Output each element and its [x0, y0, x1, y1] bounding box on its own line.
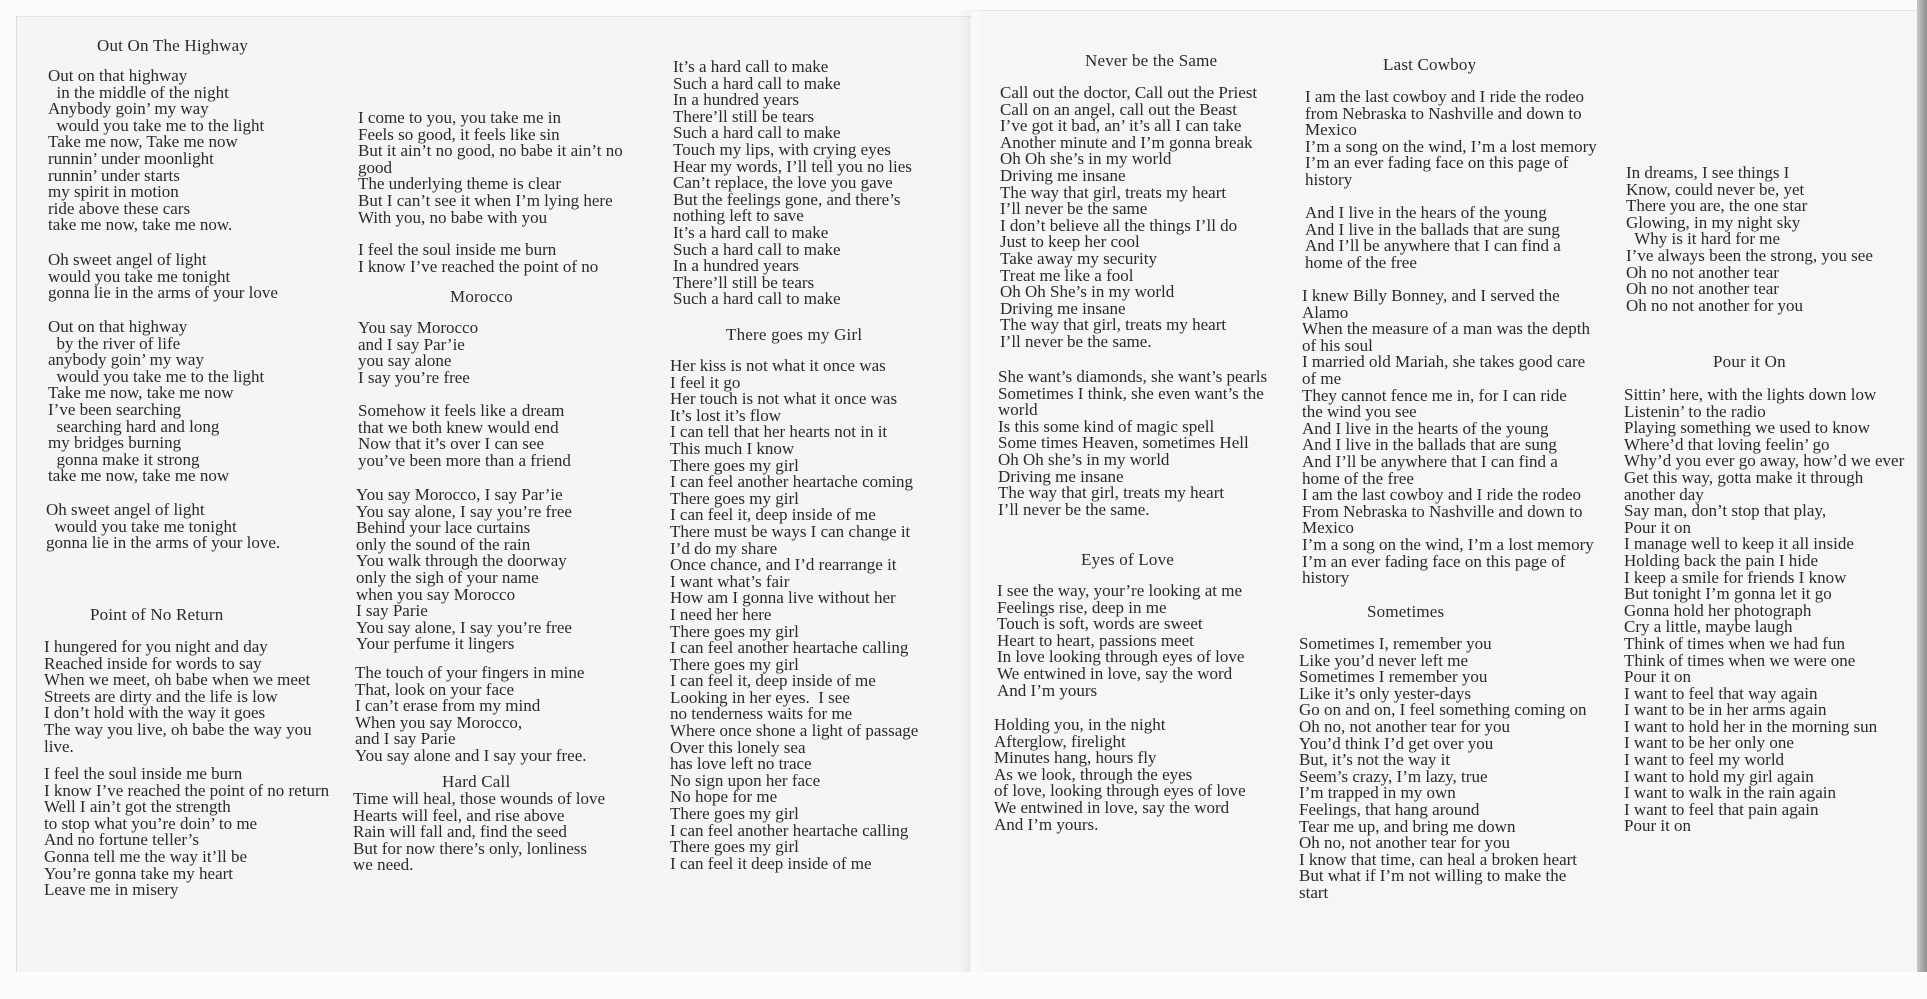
lyric-line: I’ve always been the strong, you see — [1626, 245, 1873, 265]
song-title-pour-it-on: Pour it On — [1713, 352, 1786, 371]
lyric-line: good — [358, 157, 392, 177]
lyric-line: But for now there’s only, lonliness — [353, 838, 588, 858]
lyric-line: Oh no not another for you — [1626, 295, 1804, 315]
lyric-line: I’ll never be the same. — [998, 499, 1150, 519]
lyric-line: history — [1302, 568, 1350, 588]
lyric-line: This much I know — [670, 438, 795, 458]
lyric-line: Know, could never be, yet — [1626, 179, 1805, 199]
lyric-line: It’s lost it’s flow — [670, 405, 781, 425]
lyric-line: And I’m yours — [997, 680, 1098, 700]
lyric-line: Where’d that loving feelin’ go — [1624, 434, 1830, 454]
lyric-line: There’ll still be tears — [673, 272, 815, 292]
lyric-line: I knew Billy Bonney, and I served the — [1302, 286, 1560, 305]
lyric-line: I know that time, can heal a broken heart — [1299, 849, 1578, 869]
stanza — [673, 59, 912, 308]
lyric-line: I want what’s fair — [670, 571, 790, 591]
song-title-last-cowboy: Last Cowboy — [1383, 55, 1477, 74]
stanza — [353, 791, 605, 874]
lyric-line: Go on and on, I feel something coming on — [1299, 700, 1587, 720]
lyric-line: Feels so good, it feels like sin — [358, 124, 560, 144]
lyric-line: You walk through the doorway — [356, 551, 567, 571]
lyric-line: There goes my girl — [670, 488, 799, 508]
lyric-line: that we both knew would end — [358, 417, 559, 437]
lyric-line: There goes my girl — [670, 455, 799, 475]
lyric-line: would you take me tonight — [46, 516, 237, 536]
lyric-line: Where once shone a light of passage — [670, 721, 919, 741]
stanza — [356, 487, 572, 653]
lyric-line: Listenin’ to the radio — [1624, 401, 1766, 421]
lyric-line: And I live in the ballads that are sung — [1305, 219, 1560, 239]
lyric-line: From Nebraska to Nashville and down to — [1302, 501, 1583, 521]
song-title-never-be-the-same: Never be the Same — [1085, 51, 1218, 70]
lyric-line: I feel the soul inside me burn — [44, 764, 243, 783]
lyric-line: Why’d you ever go away, how’d we ever — [1624, 451, 1905, 471]
lyric-line: has love left no trace — [670, 754, 812, 774]
lyric-line: No sign upon her face — [670, 770, 821, 790]
lyric-line: Glowing, in my night sky — [1626, 212, 1801, 232]
lyric-line: Sometimes I think, she even want’s the — [998, 383, 1264, 403]
lyric-line: The touch of your fingers in mine — [355, 663, 585, 682]
lyric-line: Just to keep her cool — [1000, 232, 1140, 252]
lyric-line: Oh no not another tear — [1626, 279, 1779, 299]
lyric-line: Holding you, in the night — [994, 715, 1166, 734]
lyric-line: That, look on your face — [355, 679, 515, 699]
lyric-line: I married old Mariah, she takes good care — [1302, 352, 1586, 372]
stanza — [358, 403, 571, 469]
song-title-eyes-of-love: Eyes of Love — [1081, 550, 1175, 569]
song-title-hard-call: Hard Call — [442, 772, 511, 791]
lyric-line: I can feel it deep inside of me — [670, 853, 872, 873]
lyric-line: Oh sweet angel of light — [46, 500, 205, 519]
lyric-line: Gonna hold her photograph — [1624, 600, 1812, 620]
lyric-line: And I’ll be anywhere that I can find a — [1302, 451, 1558, 471]
lyric-line: to stop what you’re doin’ to me — [44, 813, 258, 833]
lyric-line: You say Morocco — [358, 318, 479, 337]
lyric-line: Driving me insane — [1000, 298, 1126, 318]
lyric-line: Think of times when we had fun — [1624, 633, 1845, 653]
lyric-line: With you, no babe with you — [358, 207, 548, 227]
lyric-line: It’s a hard call to make — [673, 57, 829, 76]
lyric-line: anybody goin’ my way — [48, 350, 204, 370]
lyric-line: There’ll still be tears — [673, 106, 815, 126]
lyric-line: When you say Morocco, — [355, 712, 523, 732]
stanza — [46, 502, 280, 552]
scan-bottom-margin — [0, 972, 1927, 999]
lyric-line: start — [1299, 882, 1329, 902]
stanza — [1299, 636, 1587, 902]
lyric-line: I can feel another heartache calling — [670, 820, 909, 840]
lyric-line: in the middle of the night — [48, 82, 229, 102]
lyric-line: Playing something we used to know — [1624, 418, 1871, 438]
lyric-line: by the river of life — [48, 333, 181, 353]
lyric-line: There goes my girl — [670, 837, 799, 857]
lyric-line: Out on that highway — [48, 317, 188, 336]
lyric-line: You say alone, I say you’re free — [356, 501, 572, 521]
lyric-line: I need her here — [670, 604, 772, 624]
lyric-line: Gonna tell me the way it’ll be — [44, 846, 247, 866]
song-title-sometimes: Sometimes — [1367, 602, 1445, 621]
lyric-line: But what if I’m not willing to make the — [1299, 866, 1567, 886]
song-title-there-goes-my-girl: There goes my Girl — [726, 325, 863, 344]
lyric-line: Feelings rise, deep in me — [997, 597, 1167, 617]
lyric-line: Treat me like a fool — [1000, 265, 1134, 285]
lyric-line: Think of times when we were one — [1624, 650, 1856, 670]
lyric-line: Say man, don’t stop that play, — [1624, 501, 1827, 521]
lyric-line: Oh no, not another tear for you — [1299, 833, 1511, 853]
lyric-line: Rain will fall and, find the seed — [353, 822, 567, 842]
lyric-line: Afterglow, firelight — [994, 731, 1126, 751]
lyric-line: Your perfume it lingers — [356, 634, 515, 654]
lyric-line: live. — [44, 736, 74, 756]
lyric-line: Some times Heaven, sometimes Hell — [998, 433, 1249, 453]
lyric-line: I’m a song on the wind, I’m a lost memory — [1302, 534, 1594, 554]
lyric-line: I don’t hold with the way it goes — [44, 703, 266, 723]
lyric-line: world — [998, 400, 1038, 420]
lyric-line: and I say Parie — [355, 729, 456, 749]
lyric-line: Feelings, that hang around — [1299, 799, 1480, 819]
lyric-line: I keep a smile for friends I know — [1624, 567, 1847, 587]
lyric-line: There goes my girl — [670, 621, 799, 641]
lyric-line: Over this lonely sea — [670, 737, 806, 757]
lyric-line: But I can’t see it when I’m lying here — [358, 190, 613, 210]
stanza — [358, 110, 623, 226]
lyric-line: Out on that highway — [48, 66, 188, 85]
lyric-line: only the sound of the rain — [356, 534, 531, 554]
lyric-line: There goes my girl — [670, 804, 799, 824]
lyric-line: Alamo — [1302, 302, 1349, 322]
lyric-line: Hear my words, I’ll tell you no lies — [673, 156, 912, 176]
lyric-line: Once chance, and I’d rearrange it — [670, 555, 897, 575]
lyric-line: we need. — [353, 855, 414, 875]
stanza — [48, 252, 278, 302]
lyric-line: take me now, take me now — [48, 466, 230, 486]
lyric-line: She want’s diamonds, she want’s pearls — [998, 367, 1268, 386]
stanza — [1305, 205, 1561, 271]
lyric-line: Take me now, take me now — [48, 383, 234, 403]
lyric-line: We entwined in love, say the word — [994, 797, 1230, 817]
lyric-line: I manage well to keep it all inside — [1624, 534, 1854, 554]
stanza — [358, 242, 598, 275]
song-title-morocco: Morocco — [450, 287, 513, 306]
stanza — [48, 68, 264, 234]
lyric-line: There you are, the one star — [1626, 196, 1808, 216]
lyric-line: And no fortune teller’s — [44, 830, 200, 850]
lyric-line: I’m an ever fading face on this page of — [1305, 153, 1569, 173]
lyric-line: I say Parie — [356, 601, 428, 621]
lyric-line: Reached inside for words to say — [44, 653, 262, 673]
lyric-line: I know I’ve reached the point of no — [358, 256, 599, 276]
lyric-line: home of the free — [1302, 468, 1414, 488]
lyric-line: Oh Oh She’s in my world — [1000, 282, 1175, 302]
lyric-line: Another minute and I’m gonna break — [1000, 132, 1253, 152]
lyric-line: Well I ain’t got the strength — [44, 797, 231, 817]
lyric-line: I want to be her only one — [1624, 733, 1794, 753]
lyric-line: When the measure of a man was the depth — [1302, 319, 1590, 339]
lyric-line: Mexico — [1305, 120, 1357, 140]
lyric-line: There goes my girl — [670, 654, 799, 674]
lyric-line: Cry a little, maybe laugh — [1624, 617, 1793, 637]
lyric-line: And I live in the ballads that are sung — [1302, 435, 1557, 455]
lyric-line: Now that it’s over I can see — [358, 434, 544, 454]
lyric-line: Such a hard call to make — [673, 123, 841, 143]
lyric-line: And I’ll be anywhere that I can find a — [1305, 236, 1561, 256]
lyric-line: and I say Par’ie — [358, 334, 465, 354]
lyric-line: Take me now, Take me now — [48, 132, 238, 152]
lyric-line: I hungered for you night and day — [44, 637, 268, 656]
lyric-line: They cannot fence me in, for I can ride — [1302, 385, 1567, 405]
stanza — [358, 320, 478, 386]
lyric-line: Touch my lips, with crying eyes — [673, 139, 891, 159]
lyric-line: The way you live, oh babe the way you — [44, 719, 312, 739]
lyric-line: I see the way, your’re looking at me — [997, 581, 1242, 600]
lyric-line: home of the free — [1305, 252, 1417, 272]
lyric-line: I am the last cowboy and I ride the rodeo — [1305, 87, 1584, 106]
lyric-line: Oh no, not another tear for you — [1299, 716, 1511, 736]
lyric-line: history — [1305, 169, 1353, 189]
lyric-line: searching hard and long — [48, 416, 220, 436]
lyric-line: You’d think I’d get over you — [1299, 733, 1494, 753]
lyric-line: Why is it hard for me — [1626, 229, 1781, 249]
lyric-line: would you take me tonight — [48, 266, 231, 286]
lyric-line: Driving me insane — [1000, 165, 1126, 185]
lyric-line: We entwined in love, say the word — [997, 663, 1233, 683]
lyric-line: I want to be in her arms again — [1624, 700, 1827, 720]
lyric-line: Driving me insane — [998, 466, 1124, 486]
lyric-line: Such a hard call to make — [673, 73, 841, 93]
stanza — [355, 665, 587, 765]
lyric-line: runnin’ under starts — [48, 165, 180, 185]
lyric-line: take me now, take me now. — [48, 215, 233, 235]
lyric-line: Oh no not another tear — [1626, 262, 1779, 282]
lyric-line: It’s a hard call to make — [673, 222, 829, 242]
lyric-line: I come to you, you take me in — [358, 108, 562, 127]
lyric-line: You say alone, I say you’re free — [356, 617, 572, 637]
lyric-line: gonna make it strong — [48, 449, 200, 469]
lyric-line: Time will heal, those wounds of love — [353, 789, 605, 808]
lyric-line: In a hundred years — [673, 90, 800, 110]
lyric-line: Somehow it feels like a dream — [358, 401, 565, 420]
lyric-line: from Nebraska to Nashville and down to — [1305, 103, 1582, 123]
lyric-line: I want to hold my girl again — [1624, 766, 1814, 786]
song-title-out-on-the-highway: Out On The Highway — [97, 36, 249, 55]
lyric-line: There must be ways I can change it — [670, 521, 911, 541]
lyric-line: But tonight I’m gonna let it go — [1624, 584, 1832, 604]
lyric-line: As we look, through the eyes — [994, 764, 1193, 784]
lyric-line: my spirit in motion — [48, 182, 179, 202]
stanza — [998, 369, 1267, 518]
lyric-line: I want to feel that pain again — [1624, 799, 1819, 819]
lyric-line: gonna lie in the arms of your love — [48, 283, 278, 303]
lyric-line: Like it’s only yester-days — [1299, 683, 1471, 703]
lyric-line: Pour it on — [1624, 816, 1692, 836]
lyric-line: only the sigh of your name — [356, 567, 539, 587]
lyric-line: Holding back the pain I hide — [1624, 550, 1819, 570]
lyric-line: no tenderness waits for me — [670, 704, 853, 724]
lyric-line: Minutes hang, hours fly — [994, 748, 1157, 768]
stanza — [44, 766, 329, 899]
lyric-line: Sometimes I, remember you — [1299, 634, 1492, 653]
lyric-line: And I live in the hears of the young — [1305, 203, 1547, 222]
lyric-line: I am the last cowboy and I ride the rodeo — [1302, 485, 1581, 505]
lyric-line: my bridges burning — [48, 433, 182, 453]
lyric-line: I can tell that her hearts not in it — [670, 422, 888, 442]
lyric-line: Streets are dirty and the life is low — [44, 686, 278, 706]
lyric-line: I’m an ever fading face on this page of — [1302, 551, 1566, 571]
lyric-line: But the feelings gone, and there’s — [673, 189, 901, 209]
lyric-line: the wind you see — [1302, 402, 1417, 422]
lyric-line: How am I gonna live without her — [670, 588, 896, 608]
lyric-line: Pour it on — [1624, 667, 1692, 687]
lyric-line: I can feel another heartache coming — [670, 472, 914, 492]
lyric-line: You say Morocco, I say Par’ie — [356, 485, 563, 504]
lyric-line: The underlying theme is clear — [358, 174, 561, 194]
lyric-line: No hope for me — [670, 787, 778, 807]
stanza — [1624, 387, 1904, 835]
lyric-line: In love looking through eyes of love — [997, 647, 1245, 667]
stanza — [1000, 85, 1257, 351]
lyric-line: I’m a song on the wind, I’m a lost memory — [1305, 136, 1597, 156]
lyric-line: you say alone — [358, 351, 452, 371]
lyric-line: Tear me up, and bring me down — [1299, 816, 1516, 836]
lyric-line: Looking in her eyes. I see — [670, 687, 850, 707]
lyric-line: Such a hard call to make — [673, 239, 841, 259]
lyric-line: I’ll never be the same. — [1000, 331, 1152, 351]
lyric-line: But it ain’t no good, no babe it ain’t no — [358, 141, 623, 161]
stanza — [1302, 288, 1594, 587]
lyric-line: I want to hold her in the morning sun — [1624, 716, 1878, 736]
lyric-line: Her kiss is not what it once was — [670, 356, 886, 375]
stanza — [670, 358, 918, 872]
lyric-line: would you take me to the light — [48, 366, 265, 386]
lyric-line: would you take me to the light — [48, 115, 265, 135]
lyric-line: When we meet, oh babe when we meet — [44, 670, 311, 690]
lyric-line: Oh sweet angel of light — [48, 250, 207, 269]
lyric-line: I’ll never be the same — [1000, 199, 1148, 219]
lyric-line: Oh Oh she’s in my world — [998, 449, 1170, 469]
lyric-line: The way that girl, treats my heart — [1000, 315, 1227, 335]
lyric-line: I’d do my share — [670, 538, 778, 558]
lyric-line: Touch is soft, words are sweet — [997, 614, 1203, 634]
lyric-line: In dreams, I see things I — [1626, 163, 1790, 182]
lyric-line: Take away my security — [1000, 248, 1157, 268]
lyric-line: And I live in the hearts of the young — [1302, 418, 1549, 438]
lyric-line: Hearts will feel, and rise above — [353, 805, 565, 825]
stanza — [48, 319, 264, 485]
lyric-line: I feel it go — [670, 372, 741, 392]
lyric-line: of love, looking through eyes of love — [994, 781, 1246, 801]
lyric-line: I can feel another heartache calling — [670, 638, 909, 658]
lyric-line: Oh Oh she’s in my world — [1000, 149, 1172, 169]
lyric-line: I’m trapped in my own — [1299, 783, 1456, 803]
lyric-line: I feel the soul inside me burn — [358, 240, 557, 259]
stanza — [994, 717, 1246, 833]
lyric-line: of me — [1302, 368, 1342, 388]
lyric-line: Anybody goin’ my way — [48, 99, 209, 119]
lyric-line: I want to feel that way again — [1624, 683, 1818, 703]
lyric-line: Such a hard call to make — [673, 289, 841, 309]
lyric-line: ride above these cars — [48, 198, 191, 218]
lyric-line: But, it’s not the way it — [1299, 750, 1451, 770]
lyric-line: I want to feel my world — [1624, 750, 1785, 770]
lyric-line: Is this some kind of magic spell — [998, 416, 1215, 436]
lyric-line: The way that girl, treats my heart — [998, 483, 1225, 503]
lyric-line: Her touch is not what it once was — [670, 389, 898, 409]
lyric-line: I’ve got it bad, an’ it’s all I can take — [1000, 116, 1242, 136]
lyric-line: Pour it on — [1624, 517, 1692, 537]
lyric-line: I can feel it, deep inside of me — [670, 505, 876, 525]
song-title-point-of-no-return: Point of No Return — [90, 605, 224, 624]
lyric-line: Call out the doctor, Call out the Priest — [1000, 83, 1258, 102]
stanza — [44, 639, 312, 755]
lyric-line: runnin’ under moonlight — [48, 148, 214, 168]
lyric-line: You’re gonna take my heart — [44, 863, 234, 883]
lyric-line: Sometimes I remember you — [1299, 667, 1488, 687]
lyric-line: Can’t replace, the love you gave — [673, 173, 893, 193]
lyric-line: Leave me in misery — [44, 880, 179, 900]
lyric-line: when you say Morocco — [356, 584, 516, 604]
lyric-line: In a hundred years — [673, 256, 800, 276]
stanza — [1305, 89, 1597, 189]
lyric-line: you’ve been more than a friend — [358, 450, 571, 470]
lyric-line: Mexico — [1302, 518, 1354, 538]
lyric-line: Heart to heart, passions meet — [997, 630, 1194, 650]
lyric-line: Seem’s crazy, I’m lazy, true — [1299, 766, 1488, 786]
scan-edge-shadow — [1917, 0, 1927, 976]
lyric-line: The way that girl, treats my heart — [1000, 182, 1227, 202]
lyric-line: Like you’d never left me — [1299, 650, 1468, 670]
lyric-line: I don’t believe all the things I’ll do — [1000, 215, 1238, 235]
stanza — [997, 583, 1244, 699]
lyric-line: nothing left to save — [673, 206, 804, 226]
stanza — [1626, 165, 1873, 314]
lyric-line: Call on an angel, call out the Beast — [1000, 99, 1237, 119]
lyric-line: You say alone and I say your free. — [355, 745, 587, 765]
lyric-line: And I’m yours. — [994, 814, 1099, 834]
lyric-line: I can’t erase from my mind — [355, 696, 541, 716]
lyric-line: Get this way, gotta make it through — [1624, 467, 1864, 487]
lyric-line: I say you’re free — [358, 367, 470, 387]
lyric-line: I’ve been searching — [48, 399, 182, 419]
lyric-line: another day — [1624, 484, 1704, 504]
lyric-line: I want to walk in the rain again — [1624, 783, 1836, 803]
lyric-line: I know I’ve reached the point of no return — [44, 780, 330, 800]
page-fold — [958, 10, 984, 972]
lyric-line: Behind your lace curtains — [356, 518, 531, 538]
lyric-line: Sittin’ here, with the lights down low — [1624, 385, 1877, 404]
lyric-line: gonna lie in the arms of your love. — [46, 533, 281, 553]
lyric-line: of his soul — [1302, 335, 1373, 355]
lyric-line: I can feel it, deep inside of me — [670, 671, 876, 691]
